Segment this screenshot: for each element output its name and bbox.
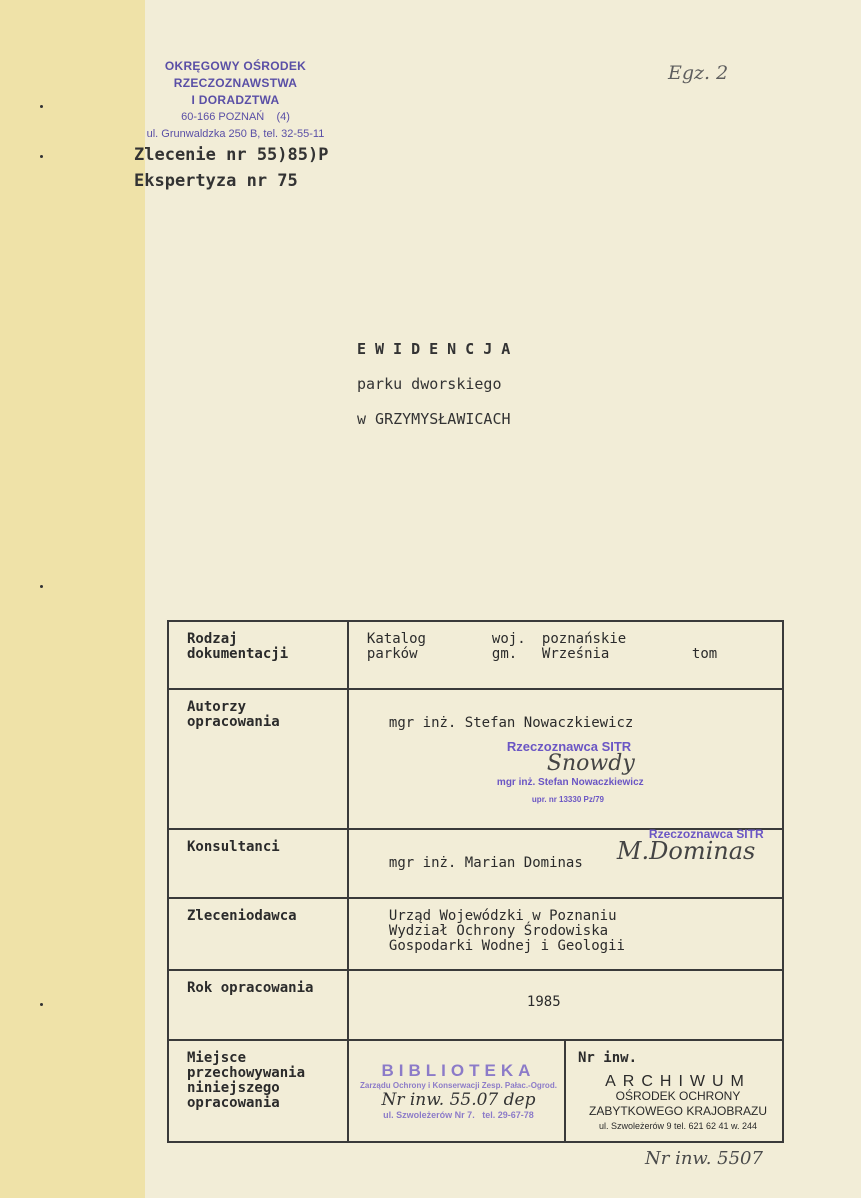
library-stamp-phone: tel. 29-67-78 [482,1110,534,1120]
table-row [168,970,783,1040]
document-subtitle: parku dworskiego [357,375,502,393]
library-inventory-handwriting: Nr inw. 55.07 dep [381,1090,536,1110]
author-signature: Snowdy [546,751,635,776]
document-subtitle-location: w GRZYMYSŁAWICACH [357,410,511,428]
consultant-stamp-title: Rzeczoznawca SITR [648,827,764,841]
library-stamp-cell [348,1040,565,1142]
punch-mark [40,1003,43,1006]
row-label: Rodzaj dokumentacji [168,621,348,689]
commune-prefix: gm. [491,646,518,662]
table-row [168,689,783,829]
archive-stamp-line: OŚRODEK OCHRONY [615,1089,741,1103]
expertise-number: Ekspertyza nr 75 [134,171,298,191]
row-label: Miejsce przechowywania niniejszego opracowania [168,1040,348,1142]
library-stamp-title: BIBLIOTEKA [381,1061,536,1080]
table-row [168,898,783,970]
archive-stamp-title: ARCHIWUM [605,1073,751,1090]
stamp-line: I DORADZTWA [191,93,280,107]
inventory-label: Nr inw. [578,1050,638,1066]
archive-stamp-address: ul. Szwoleżerów 9 tel. 621 62 41 w. 244 [598,1121,758,1131]
row-value [348,829,783,898]
row-label: Autorzy opracowania [168,689,348,829]
consultant-signature: M.Dominas [616,837,756,865]
stamp-line: 60-166 POZNAŃ [181,111,265,123]
row-value [348,970,783,1040]
punch-mark [40,585,43,588]
document-title: EWIDENCJA [357,340,520,358]
catalog-text: Katalog [366,631,426,647]
client-line: Wydział Ochrony Środowiska [388,923,609,939]
stamp-line: (4) [276,111,290,123]
order-number: Zlecenie nr 55)85)P [134,145,329,165]
volume-label: tom [691,646,718,662]
inventory-handwritten-note: Nr inw. 5507 [645,1148,763,1169]
punch-mark [40,155,43,158]
row-label: Konsultanci [168,829,348,898]
yellowed-margin [0,0,145,1198]
row-value [348,621,783,689]
office-stamp [128,58,343,143]
client-line: Gospodarki Wodnej i Geologii [388,938,625,954]
author-name: mgr inż. Stefan Nowaczkiewicz [388,715,634,731]
stamp-line: ul. Grunwaldzka 250 B, tel. 32-55-11 [146,128,325,140]
punch-mark [40,105,43,108]
archive-stamp-line: ZABYTKOWEGO KRAJOBRAZU [588,1104,768,1118]
table-row [168,621,783,689]
year-value: 1985 [526,994,561,1010]
row-value [348,689,783,829]
library-stamp-address: ul. Szwoleżerów Nr 7. [383,1110,475,1120]
expert-stamp-name: mgr inż. Stefan Nowaczkiewicz [496,777,644,788]
documentation-table [167,620,784,1143]
expert-stamp-registration: upr. nr 13330 Pz/79 [531,795,604,804]
table-row [168,829,783,898]
row-value [348,898,783,970]
stamp-line: OKRĘGOWY OŚRODEK RZECZOZNAWSTWA [164,59,307,90]
commune-value: Września [541,646,610,662]
client-line: Urząd Wojewódzki w Poznaniu [388,908,617,924]
voivodeship-value: poznańskie [541,631,627,647]
library-stamp-line: Zarządu Ochrony i Konserwacji Zesp. Pałac.-Ogrod. [359,1081,557,1090]
table-row [168,1040,783,1142]
consultant-name: mgr inż. Marian Dominas [388,855,583,871]
parks-text: parków [366,646,418,662]
expert-stamp-title: Rzeczoznawca SITR [506,739,632,754]
row-label: Rok opracowania [168,970,348,1040]
voivodeship-prefix: woj. [491,631,526,647]
inventory-cell [565,1040,783,1142]
row-label: Zleceniodawca [168,898,348,970]
copy-note: Egz. 2 [668,62,729,84]
